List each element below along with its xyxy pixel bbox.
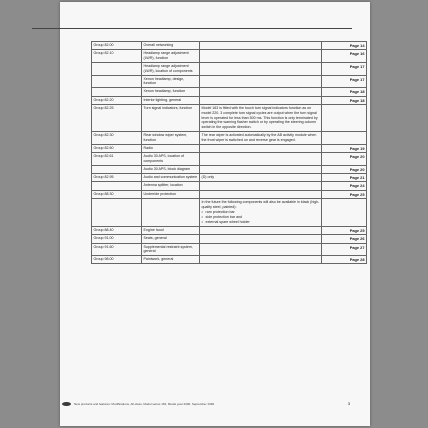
topic-cell: Radio <box>142 144 200 152</box>
group-cell <box>92 88 142 96</box>
group-cell: Group 88.40 <box>92 227 142 235</box>
page-cell <box>322 198 367 226</box>
page-cell: Page 26 <box>322 235 367 243</box>
note-cell <box>200 62 322 75</box>
note-cell: (D) only <box>200 173 322 181</box>
table-row <box>92 182 367 190</box>
note-cell: The rear wiper is activated automatically by the AB activity module when the front wiper is switched on and reverse gear is engaged. <box>200 132 322 145</box>
group-cell <box>92 165 142 173</box>
topic-cell: Antenna splitter, location <box>142 182 200 190</box>
table-row <box>92 243 367 256</box>
topic-cell: Audio 30 APS, location of components <box>142 153 200 166</box>
note-cell <box>200 198 322 226</box>
topic-cell: Seats, general <box>142 235 200 243</box>
page-cell: Page 18 <box>322 96 367 104</box>
footer-text: New products and features: Modifications, All-class, Model series 163, Model year 2000, September 1999 <box>74 402 215 406</box>
table-row <box>92 165 367 173</box>
table-row <box>92 88 367 96</box>
table-row <box>92 62 367 75</box>
topic-cell: Xenon headlamp, function <box>142 88 200 96</box>
topic-cell: Audio and communication system <box>142 173 200 181</box>
group-cell: Group 91.60 <box>92 243 142 256</box>
topic-cell: Headlamp range adjustment (LWR), function <box>142 50 200 63</box>
table-row <box>92 235 367 243</box>
list-item: • external spare wheel holder <box>206 220 320 225</box>
topic-cell: Rear window wiper system, function <box>142 132 200 145</box>
page-cell: Page 28 <box>322 256 367 264</box>
table-row <box>92 153 367 166</box>
note-cell: Model 163 is fitted with the touch turn signal indicators function as on model 220. 3 complete turn signal cycles are output when the turn signal lever is operated for less than 500 ms. This function is only terminated by operating the warning flasher switch or by operating the steering column switch in the opposite direction. <box>200 104 322 131</box>
note-cell <box>200 144 322 152</box>
table-row <box>92 132 367 145</box>
group-cell: Group 82.20 <box>92 96 142 104</box>
note-cell <box>200 165 322 173</box>
page-cell: Page 27 <box>322 243 367 256</box>
note-cell <box>200 243 322 256</box>
group-cell: Group 82.25 <box>92 104 142 131</box>
table-row <box>92 173 367 181</box>
page-cell: Page 17 <box>322 62 367 75</box>
note-cell <box>200 75 322 88</box>
table-row <box>92 75 367 88</box>
list-item: • side protection bar and <box>206 215 320 220</box>
note-cell <box>200 235 322 243</box>
group-cell: Group 82.10 <box>92 50 142 63</box>
page-cell: Page 18 <box>322 88 367 96</box>
note-intro: In the future the following components will also be available in black (high-quality steel, painted): <box>201 199 320 209</box>
brand-logo-icon <box>62 402 71 406</box>
table-row <box>92 42 367 50</box>
table-row <box>92 96 367 104</box>
group-cell: Group 82.95 <box>92 173 142 181</box>
topic-cell: Overall networking <box>142 42 200 50</box>
table-row <box>92 190 367 198</box>
topic-cell: Underride protection <box>142 190 200 198</box>
page-number: 3 <box>347 401 350 406</box>
topic-cell <box>142 198 200 226</box>
page-cell: Page 16 <box>322 50 367 63</box>
note-cell <box>200 256 322 264</box>
note-cell <box>200 182 322 190</box>
page-cell: Page 25 <box>322 227 367 235</box>
table-row <box>92 144 367 152</box>
topic-cell: Audio 30 APS, block diagram <box>142 165 200 173</box>
topic-cell: Turn signal indicators, function <box>142 104 200 131</box>
note-cell <box>200 42 322 50</box>
note-cell <box>200 190 322 198</box>
page-cell: Page 14 <box>322 42 367 50</box>
topic-cell: Interior lighting, general <box>142 96 200 104</box>
note-cell <box>200 227 322 235</box>
index-table <box>91 41 367 264</box>
group-cell: Group 82.00 <box>92 42 142 50</box>
page-cell: Page 24 <box>322 182 367 190</box>
group-cell: Group 88.30 <box>92 190 142 198</box>
topic-cell: Paintwork, general <box>142 256 200 264</box>
table-row <box>92 104 367 131</box>
group-cell: Group 98.00 <box>92 256 142 264</box>
group-cell: Group 82.30 <box>92 132 142 145</box>
topic-cell: Headlamp range adjustment (LWR), location of components <box>142 62 200 75</box>
page-cell <box>322 104 367 131</box>
group-cell: Group 82.61 <box>92 153 142 166</box>
page-cell <box>322 132 367 145</box>
bullet-list <box>202 210 320 225</box>
group-cell <box>92 62 142 75</box>
page-cell: Page 20 <box>322 153 367 166</box>
note-cell <box>200 153 322 166</box>
page-cell: Page 25 <box>322 190 367 198</box>
topic-cell: Xenon headlamp, design, function <box>142 75 200 88</box>
note-cell <box>200 88 322 96</box>
table-row <box>92 227 367 235</box>
table-row <box>92 198 367 226</box>
note-cell <box>200 96 322 104</box>
page-cell: Page 20 <box>322 165 367 173</box>
page-cell: Page 21 <box>322 173 367 181</box>
group-cell: Group 91.00 <box>92 235 142 243</box>
topic-cell: Engine hood <box>142 227 200 235</box>
table-row <box>92 50 367 63</box>
group-cell <box>92 182 142 190</box>
page-cell: Page 17 <box>322 75 367 88</box>
header-rule <box>32 28 352 29</box>
note-cell <box>200 50 322 63</box>
topic-cell: Supplemental restraint system, general <box>142 243 200 256</box>
page-cell: Page 19 <box>322 144 367 152</box>
table-row <box>92 256 367 264</box>
group-cell: Group 82.60 <box>92 144 142 152</box>
group-cell <box>92 75 142 88</box>
list-item: • ram protection bar <box>206 210 320 215</box>
group-cell <box>92 198 142 226</box>
